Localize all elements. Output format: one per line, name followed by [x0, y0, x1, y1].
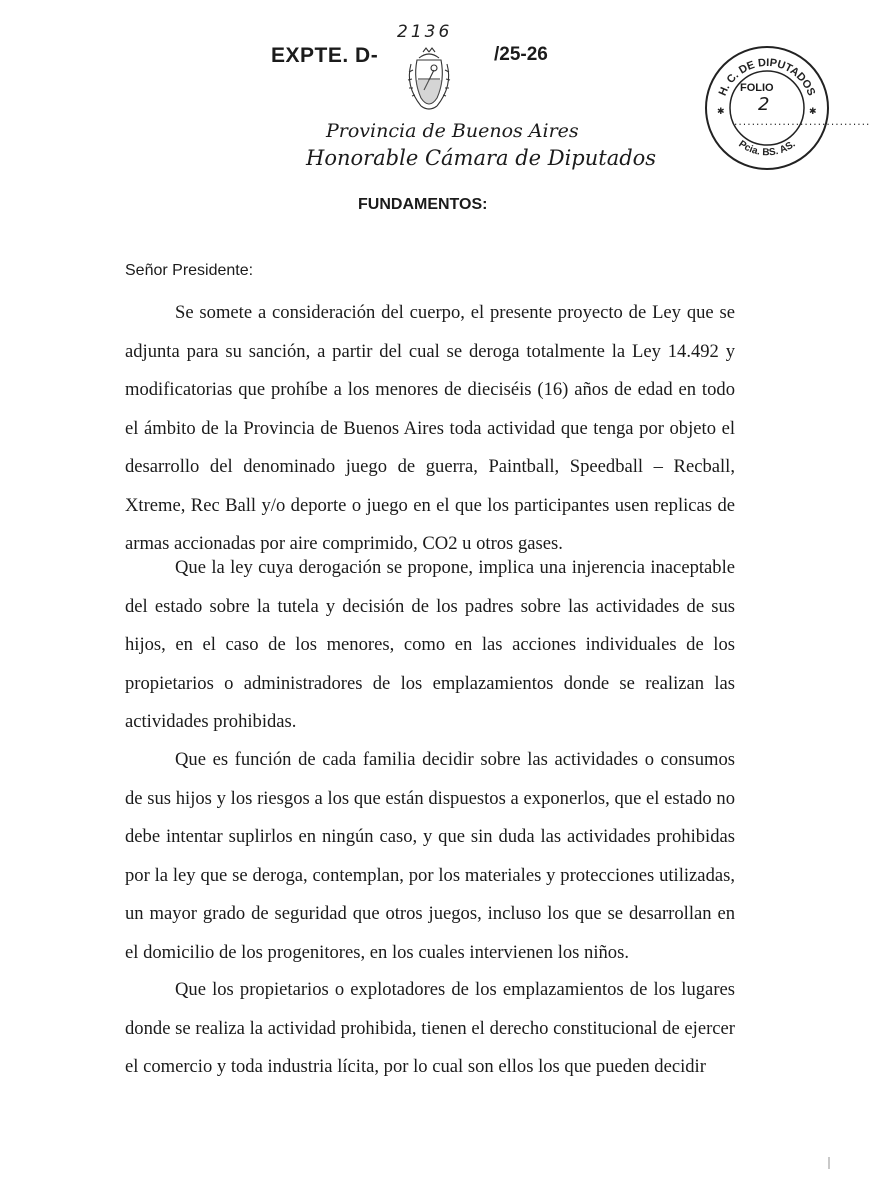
stamp-ring-bottom: Pcia. BS. AS.: [736, 138, 798, 159]
stamp-ring-top: H. C. DE DIPUTADOS: [716, 56, 818, 98]
expte-label: EXPTE. D-: [271, 44, 379, 67]
chamber-name: Honorable Cámara de Diputados: [306, 146, 657, 170]
salutation: Señor Presidente:: [125, 262, 254, 279]
paragraph-4: Que los propietarios o explotadores de los emplazamientos de los lugares donde se realiza la actividad prohibida, tienen el derecho constitucional de ejercer el comercio y toda industria lícita, por lo cual son ellos los que pueden decidir: [125, 979, 735, 1077]
stamp-folio-value: 2: [758, 94, 770, 115]
section-title: FUNDAMENTOS:: [358, 196, 488, 213]
coat-of-arms-icon: [399, 46, 459, 114]
paragraph-3: Que es función de cada familia decidir sobre las actividades o consumos de sus hijos y los riesgos a los que están dispuestos a exponerlos, que el estado no debe intentar suplirlos en ningún caso, y que sin duda las actividades prohibidas por la ley que se deroga, contemplan, por los materiales y protecciones utilizadas, un mayor grado de seguridad que otros juegos, incluso los que se desarrollan en el domicilio de los progenitores, en los cuales intervienen los niños.: [125, 749, 735, 963]
svg-text:✱: ✱: [717, 106, 725, 116]
stamp-folio-label: FOLIO: [740, 82, 774, 94]
expte-number-handwritten: 2136: [397, 22, 453, 42]
scan-artifact: [828, 1157, 830, 1169]
paragraph-2: Que la ley cuya derogación se propone, implica una injerencia inaceptable del estado sobre la tutela y decisión de los padres sobre las actividades de sus hijos, en el caso de los menores, como en las acciones individuales de los propietarios o administradores de los emplazamientos donde se realizan las actividades prohibidas.: [125, 557, 735, 732]
svg-text:✱: ✱: [809, 106, 817, 116]
paragraph-1: Se somete a consideración del cuerpo, el presente proyecto de Ley que se adjunta para su sanción, a partir del cual se deroga totalmente la Ley 14.492 y modificatorias que prohíbe a los menores de dieciséis (16) años de edad en todo el ámbito de la Provincia de Buenos Aires toda actividad que tenga por objeto el desarrollo del denominado juego de guerra, Paintball, Speedball – Recball, Xtreme, Rec Ball y/o deporte o juego en el que los participantes usen replicas de armas accionadas por aire comprimido, CO2 u otros gases.: [125, 302, 735, 554]
stamp-dotted-line: ...............................: [733, 118, 869, 128]
province-name: Provincia de Buenos Aires: [326, 120, 579, 142]
svg-text:Pcia. BS. AS.: [736, 139, 797, 159]
expte-suffix: /25-26: [494, 44, 548, 65]
